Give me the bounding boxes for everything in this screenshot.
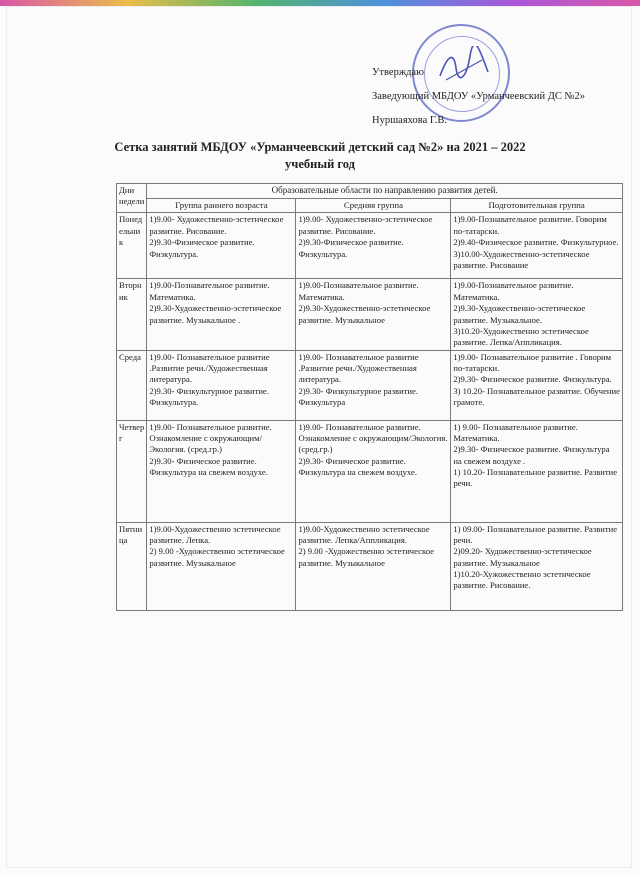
schedule-cell — [451, 350, 623, 420]
schedule-cell — [451, 522, 623, 610]
table-row — [117, 350, 623, 420]
lesson-entry: 3)10.00-Художественно-эстетическое развитие. Рисование — [453, 248, 590, 270]
signature — [436, 46, 492, 86]
groups-header-row — [117, 198, 623, 213]
schedule-cell — [147, 522, 296, 610]
lesson-entry: 1) 9.00- Познавательное развитие. Математика. — [453, 421, 578, 443]
table-row — [117, 420, 623, 522]
schedule-cell — [296, 279, 451, 350]
table-header-row — [117, 184, 623, 199]
day-cell: Среда — [117, 350, 147, 420]
lesson-entry: 2)9.30- Физическое развитие. Физкультура на свежем воздухе. — [298, 455, 417, 477]
lesson-entry: 1) 09.00- Познавательное развитие. Развитие речи. — [453, 523, 618, 545]
lesson-entry: 2)9.40-Физическое развитие. Физкультурное. — [453, 237, 619, 248]
table-row — [117, 522, 623, 610]
day-cell: Понедельник — [117, 213, 147, 279]
lesson-entry: 1)9.00- Познавательное развитие. Ознакомление с окружающим/Экология. (сред.гр.) — [149, 421, 272, 455]
approval-heading: Утверждаю — [372, 67, 424, 78]
lesson-entry: 3) 10.20- Познавательное развитие. Обучение грамоте. — [453, 385, 620, 407]
days-header: Дни недели — [117, 184, 147, 213]
lesson-entry: 1)9.00-Познавательное развитие. Математика. — [298, 280, 419, 302]
schedule-cell — [147, 213, 296, 279]
lesson-entry: 2)9.30-Физическое развитие. Физкультура. — [149, 237, 255, 259]
schedule-cell — [451, 213, 623, 279]
lesson-entry: 2)9.30- Физическое развитие. Физкультура на свежем воздухе . — [453, 444, 610, 466]
lesson-entry: 1)9.00- Художественно-эстетическое развитие. Рисование. — [298, 214, 433, 236]
lesson-entry: 1)9.00-Познавательное развитие. Математика. — [453, 280, 574, 302]
lesson-entry: 2)09.20- Художественно-эстетическое развитие. Музыкальное — [453, 546, 592, 568]
table-row — [117, 213, 623, 279]
lesson-entry: 3)10.20-Художественно эстетическое развитие. Лепка/Аппликация. — [453, 325, 589, 348]
lesson-entry: 2)9.30- Физкультурное развитие. Физкультура — [298, 385, 418, 407]
schedule-cell — [451, 420, 623, 522]
lesson-entry: 1)9.00-Художественно эстетическое развитие. Лепка/Аппликация. — [298, 523, 430, 545]
approval-name: Нуршаяхова Г.В. — [372, 115, 448, 126]
schedule-cell — [296, 522, 451, 610]
lesson-entry: 2)9.30- Физкультурное развитие. Физкультура. — [149, 385, 269, 407]
table-row — [117, 279, 623, 350]
schedule-cell — [296, 350, 451, 420]
group-header-early: Группа раннего возраста — [147, 198, 296, 213]
lesson-entry: 1)9.00- Познавательное развитие .Развитие речи./Художественная литература. — [298, 351, 419, 385]
lesson-entry: 1)9.00- Познавательное развитие . Говорим по-татарски. — [453, 351, 612, 373]
lesson-entry: 1)9.00-Познавательное развитие. Математика. — [149, 280, 270, 302]
lesson-entry: 2)9.30- Физическое развитие. Физкультура на свежем воздухе. — [149, 455, 268, 477]
schedule-cell — [296, 213, 451, 279]
lesson-entry: 2)9.30- Физическое развитие. Физкультура. — [453, 374, 612, 385]
schedule-cell — [147, 420, 296, 522]
lesson-entry: 1) 10.20- Познавательное развитие. Развитие речи. — [453, 466, 618, 489]
schedule-cell — [296, 420, 451, 522]
lesson-entry: 1)9.00-Художественно эстетическое развитие. Лепка. — [149, 523, 281, 545]
lesson-entry: 1)9.00- Познавательное развитие .Развитие речи./Художественная литература. — [149, 351, 270, 385]
lesson-entry: 1)10.20-Хужожественно эстетическое развитие. Рисование. — [453, 568, 591, 591]
lesson-entry: 2) 9.00 -Художественно эстетическое развитие. Музыкальное — [298, 546, 434, 568]
day-cell: Пятница — [117, 522, 147, 610]
lesson-entry: 2) 9.00 -Художественно эстетическое развитие. Музыкальное — [149, 546, 285, 568]
schedule-table — [116, 183, 623, 611]
group-header-preparatory: Подготовительная группа — [451, 198, 623, 213]
lesson-entry: 2)9.30-Физическое развитие. Физкультура. — [298, 237, 404, 259]
schedule-cell — [147, 350, 296, 420]
schedule-cell — [451, 279, 623, 350]
lesson-entry: 2)9.30-Художественно-эстетическое развитие. Музыкальное . — [149, 303, 282, 325]
approval-position: Заведующий МБДОУ «Урманчеевский ДС №2» — [372, 91, 586, 102]
day-cell: Вторник — [117, 279, 147, 350]
lesson-entry: 2)9.30-Художественно-эстетическое развитие. Музыкальное — [298, 303, 431, 325]
lesson-entry: 1)9.00-Познавательное развитие. Говорим по-татарски. — [453, 214, 607, 236]
day-cell: Четверг — [117, 420, 147, 522]
page-title: Сетка занятий МБДОУ «Урманчеевский детский сад №2» на 2021 – 2022 — [114, 140, 526, 154]
lesson-entry: 2)9.30-Художественно-эстетическое развитие. Музыкальное. — [453, 303, 586, 325]
schedule-cell — [147, 279, 296, 350]
page-title-year: учебный год — [285, 157, 355, 171]
lesson-entry: 1)9.00- Художественно-эстетическое развитие. Рисование. — [149, 214, 284, 236]
lesson-entry: 1)9.00- Познавательное развитие. Ознакомление с окружающим/Экология. (сред.гр.) — [298, 421, 448, 455]
areas-header: Образовательные области по направлению развития детей. — [147, 184, 623, 199]
group-header-middle: Средняя группа — [296, 198, 451, 213]
